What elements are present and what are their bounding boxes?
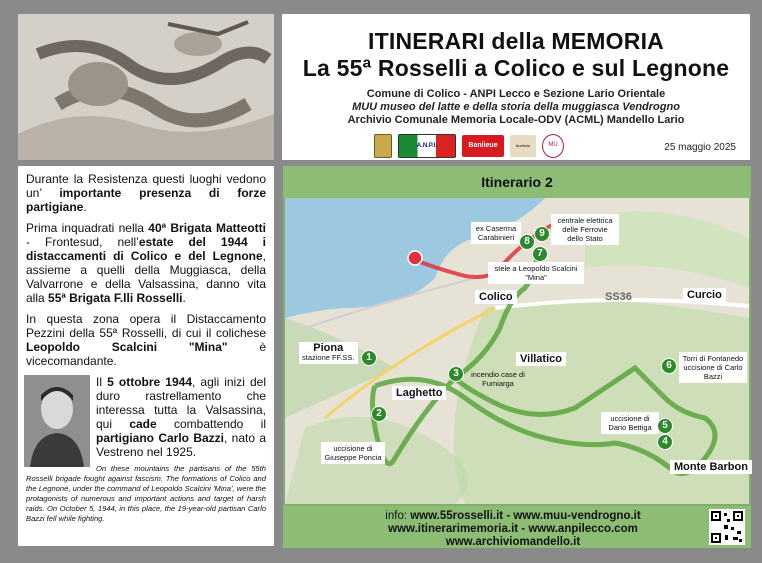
event-date: 25 maggio 2025 <box>664 142 736 153</box>
marker-9[interactable]: 9 <box>534 226 550 242</box>
itinerary-map-panel <box>283 166 751 548</box>
note-bettiga: uccisione di Dario Bettiga <box>601 412 659 434</box>
header-panel <box>282 14 750 160</box>
note-torri: Torri di Fontanedo uccisione di Carlo Bazzi <box>679 352 747 383</box>
link-55rosselli-muu[interactable]: www.55rosselli.it - www.muu-vendrogno.it <box>410 510 641 522</box>
marker-1[interactable]: 1 <box>361 350 377 366</box>
link-archiviomandello[interactable]: www.archiviomandello.it <box>445 536 581 548</box>
anpi-logo: A.N.P.I. <box>398 134 456 158</box>
marker-6[interactable]: 6 <box>661 358 677 374</box>
history-text-panel <box>18 166 274 546</box>
page-title: ITINERARI della MEMORIA <box>368 28 664 54</box>
english-summary: On these mountains the partisans of the 55th Rosselli brigade fought against fascism. The formations of Colico and the Legnone, under the command of Leopoldo Scalcini 'Mina', were the protagonists of numerous and important actions and target of harsh raids. On October 5, 1944, in this place, the 19-year-old partisan Carlo Bazzi fell while fighting. <box>26 464 266 523</box>
marker-3[interactable]: 3 <box>448 366 464 382</box>
route-map[interactable] <box>285 198 749 504</box>
marker-4[interactable]: 4 <box>657 434 673 450</box>
note-stele: stele a Leopoldo Scalcini "Mina" <box>488 262 584 284</box>
place-label-laghetto: Laghetto <box>392 386 446 400</box>
organizers-line-3: Archivio Comunale Memoria Locale-ODV (ACML) Mandello Lario <box>347 114 685 126</box>
info-line-1: info: www.55rosselli.it - www.muu-vendrogno.it <box>385 510 641 522</box>
qr-code[interactable] <box>709 509 745 545</box>
paragraph-resistance: Durante la Resistenza questi luoghi vedono un’ importante presenza di forze partigiane. <box>26 172 266 214</box>
place-label-piona: Piona stazione FF.SS. <box>299 342 358 364</box>
info-footer <box>283 506 751 548</box>
organizers-line-2: MUU museo del latte e della storia della muggiasca Vendrogno <box>352 101 680 113</box>
relief-photo <box>18 14 274 160</box>
marker-2[interactable]: 2 <box>371 406 387 422</box>
note-poncia: uccisione di Giuseppe Poncia <box>321 442 385 464</box>
link-itinerari-anpi[interactable]: www.itinerarimemoria.it - www.anpilecco.com <box>388 523 638 535</box>
organizers-line-1: Comune di Colico - ANPI Lecco e Sezione Lario Orientale <box>366 88 666 100</box>
place-label-villatico: Villatico <box>516 352 566 366</box>
portrait-carlo-bazzi <box>24 375 90 467</box>
place-label-ss36: SS36 <box>605 291 632 303</box>
note-centrale: centrale elettrica delle Ferrovie dello Stato <box>551 214 619 245</box>
logo-strip <box>374 134 564 158</box>
paragraph-distaccamento: In questa zona opera il Distaccamento Pezzini della 55ª Rosselli, di cui il colichese Leopoldo Scalcini "Mina" è vicecomandante. <box>26 312 266 368</box>
place-label-monte-barbon: Monte Barbon <box>670 460 752 474</box>
place-label-colico: Colico <box>475 290 517 304</box>
map-title: Itinerario 2 <box>283 166 751 198</box>
banlieue-logo: Banlieue <box>462 135 504 157</box>
municipal-crest-logo <box>374 134 392 158</box>
paragraph-brigade: Prima inquadrati nella 40ª Brigata Matteotti - Frontesud, nell’estate del 1944 i distaccamenti di Colico e del Legnone, assieme a quelli della Muggiasca, della Valvarrone e della Valsassina, danno vita alla 55ª Brigata F.lli Rosselli. <box>26 221 267 305</box>
muu-logo: MU <box>542 134 564 158</box>
archivio-logo: Archivio <box>510 135 536 157</box>
note-caserma: ex Caserma Carabinieri <box>471 222 521 244</box>
red-pin <box>408 251 422 265</box>
marker-7[interactable]: 7 <box>532 246 548 262</box>
paragraph-bazzi: Il 5 ottobre 1944, agli inizi del duro rastrellamento che interessa tutta la Valsassina, qui cade combattendo il partigiano Carlo Bazzi, nato a Vestreno nel 1925. <box>96 375 266 459</box>
place-label-curcio: Curcio <box>683 288 726 302</box>
page-subtitle: La 55ª Rosselli a Colico e sul Legnone <box>302 55 730 81</box>
relief-illustration <box>18 14 274 160</box>
marker-8[interactable]: 8 <box>519 234 535 250</box>
bazzi-block <box>26 375 266 459</box>
note-incendio: incendio case di Fumiarga <box>471 370 525 388</box>
marker-5[interactable]: 5 <box>657 418 673 434</box>
